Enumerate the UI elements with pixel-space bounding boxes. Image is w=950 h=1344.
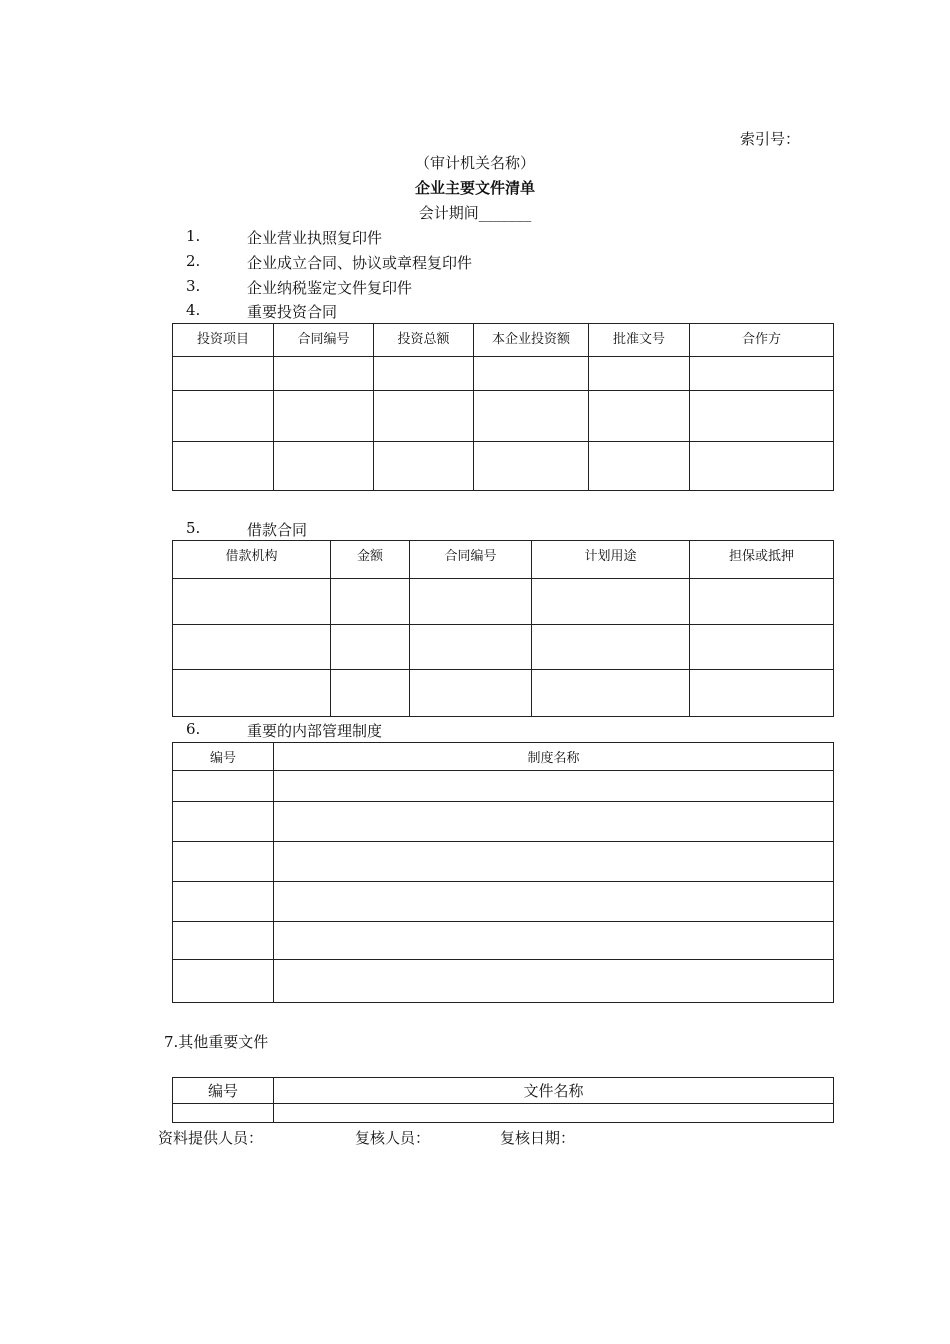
list-item-text: 企业营业执照复印件: [247, 229, 383, 247]
list-item-text: 重要投资合同: [247, 303, 338, 321]
reviewer-label: 复核人员：: [355, 1129, 431, 1147]
provider-label: 资料提供人员：: [158, 1129, 264, 1147]
column-header: 制度名称: [274, 743, 834, 771]
table-cell[interactable]: [173, 442, 274, 491]
table-row: [173, 357, 834, 391]
loan-contract-table: [172, 540, 834, 717]
column-header: 计划用途: [532, 541, 690, 579]
column-header: 文件名称: [274, 1078, 834, 1104]
table-cell[interactable]: [690, 391, 834, 442]
table-cell[interactable]: [173, 391, 274, 442]
table-cell[interactable]: [274, 960, 834, 1003]
list-item-number: 5.: [186, 519, 201, 537]
table-cell[interactable]: [274, 357, 374, 391]
list-item-text: 企业纳税鉴定文件复印件: [247, 279, 413, 297]
table-cell[interactable]: [173, 579, 331, 625]
list-item-number: 2.: [186, 252, 201, 270]
table-row: [173, 922, 834, 960]
table-cell[interactable]: [173, 771, 274, 802]
table-cell[interactable]: [173, 922, 274, 960]
table-row: [173, 579, 834, 625]
column-header: 编号: [173, 1078, 274, 1104]
table-row: [173, 882, 834, 922]
list-item-text: 企业成立合同、协议或章程复印件: [247, 254, 473, 272]
investment-contract-table: [172, 323, 834, 491]
other-documents-heading: 7.其他重要文件: [164, 1033, 269, 1051]
table-cell[interactable]: [589, 357, 690, 391]
table-cell[interactable]: [410, 625, 532, 670]
table-cell[interactable]: [274, 882, 834, 922]
column-header: 合作方: [690, 324, 834, 357]
table-cell[interactable]: [690, 625, 834, 670]
table-cell[interactable]: [274, 771, 834, 802]
table-cell[interactable]: [274, 802, 834, 842]
table-row: [173, 771, 834, 802]
table-cell[interactable]: [410, 670, 532, 717]
column-header: 担保或抵押: [690, 541, 834, 579]
table-cell[interactable]: [474, 357, 589, 391]
page-title: 企业主要文件清单: [414, 179, 535, 197]
column-header: 本企业投资额: [474, 324, 589, 357]
table-cell[interactable]: [274, 922, 834, 960]
table-cell[interactable]: [532, 670, 690, 717]
column-header: 批准文号: [589, 324, 690, 357]
table-cell[interactable]: [274, 442, 374, 491]
accounting-period: 会计期间_______: [418, 204, 532, 222]
table-cell[interactable]: [173, 357, 274, 391]
list-item-number: 1.: [186, 227, 201, 245]
list-item-number: 6.: [186, 720, 201, 738]
table-cell[interactable]: [173, 1104, 274, 1123]
table-cell[interactable]: [173, 842, 274, 882]
table-cell[interactable]: [532, 579, 690, 625]
list-item-number: 4.: [186, 301, 201, 319]
table-cell[interactable]: [331, 579, 410, 625]
table-row: [173, 670, 834, 717]
table-cell[interactable]: [274, 1104, 834, 1123]
table-cell[interactable]: [374, 442, 474, 491]
table-cell[interactable]: [474, 391, 589, 442]
table-cell[interactable]: [690, 670, 834, 717]
other-documents-table: [172, 1077, 834, 1123]
table-cell[interactable]: [690, 357, 834, 391]
table-row: [173, 625, 834, 670]
column-header: 合同编号: [410, 541, 532, 579]
table-row: [173, 391, 834, 442]
table-row: [173, 442, 834, 491]
table-cell[interactable]: [374, 357, 474, 391]
list-item-number: 3.: [186, 277, 201, 295]
table-cell[interactable]: [274, 842, 834, 882]
table-row: [173, 842, 834, 882]
audit-org-name: （审计机关名称）: [414, 154, 535, 172]
column-header: 金额: [331, 541, 410, 579]
table-row: [173, 802, 834, 842]
index-number-label: 索引号：: [740, 130, 801, 148]
internal-policy-table: [172, 742, 834, 1003]
column-header: 编号: [173, 743, 274, 771]
table-header-row: [173, 743, 834, 771]
table-cell[interactable]: [589, 442, 690, 491]
table-cell[interactable]: [589, 391, 690, 442]
review-date-label: 复核日期：: [500, 1129, 576, 1147]
column-header: 投资项目: [173, 324, 274, 357]
table-cell[interactable]: [374, 391, 474, 442]
table-header-row: [173, 541, 834, 579]
table-row: [173, 960, 834, 1003]
table-cell[interactable]: [410, 579, 532, 625]
table-cell[interactable]: [173, 882, 274, 922]
table-cell[interactable]: [173, 625, 331, 670]
table-cell[interactable]: [173, 802, 274, 842]
table-cell[interactable]: [331, 670, 410, 717]
table-cell[interactable]: [331, 625, 410, 670]
column-header: 借款机构: [173, 541, 331, 579]
table-cell[interactable]: [690, 579, 834, 625]
column-header: 合同编号: [274, 324, 374, 357]
table-cell[interactable]: [173, 960, 274, 1003]
column-header: 投资总额: [374, 324, 474, 357]
table-cell[interactable]: [274, 391, 374, 442]
table-cell[interactable]: [474, 442, 589, 491]
table-header-row: [173, 324, 834, 357]
table-cell[interactable]: [690, 442, 834, 491]
table-row: [173, 1104, 834, 1123]
list-item-text: 重要的内部管理制度: [247, 722, 383, 740]
table-cell[interactable]: [173, 670, 331, 717]
list-item-text: 借款合同: [247, 521, 308, 539]
table-header-row: [173, 1078, 834, 1104]
table-cell[interactable]: [532, 625, 690, 670]
